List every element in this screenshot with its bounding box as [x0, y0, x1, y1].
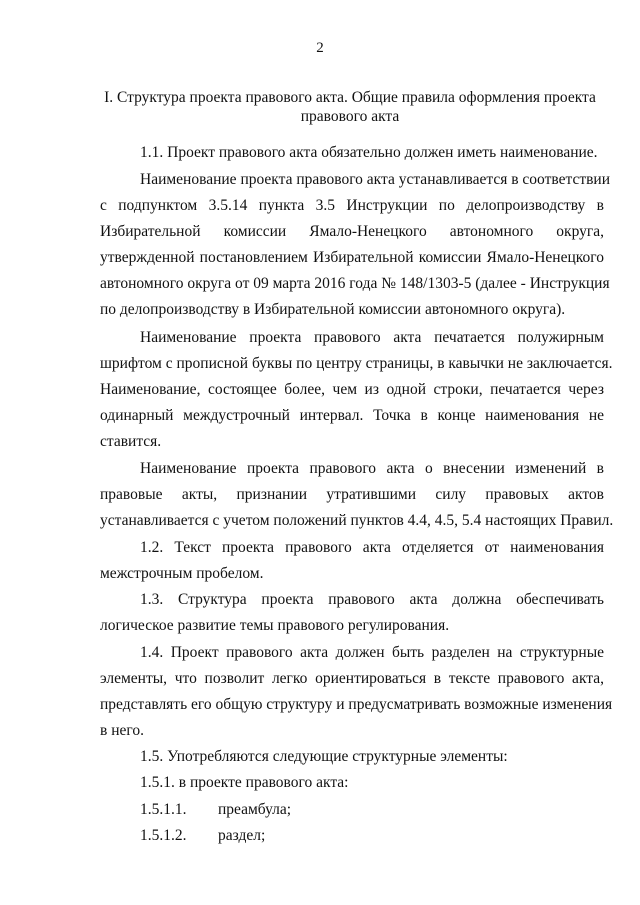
paragraph-line: элементы, что позволит легко ориентироваться в тексте правового акта,	[100, 670, 604, 687]
paragraph-line: Наименование проекта правового акта устанавливается в соответствии	[140, 171, 611, 188]
section-heading-line-2: правового акта	[300, 108, 400, 125]
paragraph-line: 1.3. Структура проекта правового акта должна обеспечивать	[140, 591, 604, 608]
page-number: 2	[316, 40, 324, 56]
paragraph-line: правовые акты, признании утратившими силу правовых актов	[100, 486, 604, 503]
section-heading	[100, 88, 600, 126]
paragraph-line: межстрочным пробелом.	[100, 565, 264, 582]
list-item-number: 1.5.1.1.	[140, 801, 187, 818]
paragraph-line: Наименование проекта правового акта печатается полужирным	[140, 329, 604, 346]
paragraph-line: по делопроизводству в Избирательной комиссии автономного округа).	[100, 301, 566, 318]
paragraph-line: 1.5.1. в проекте правового акта:	[140, 774, 349, 791]
section-heading-line-1: I. Структура проекта правового акта. Общие правила оформления проекта	[104, 89, 596, 106]
paragraph-line: одинарный междустрочный интервал. Точка в конце наименования не	[100, 407, 604, 424]
list-item-number: 1.5.1.2.	[140, 827, 187, 844]
list-item	[140, 800, 291, 820]
paragraph-line: в него.	[100, 722, 144, 739]
paragraph-line: 1.2. Текст проекта правового акта отделяется от наименования	[140, 539, 604, 556]
paragraph-line: с подпунктом 3.5.14 пункта 3.5 Инструкции по делопроизводству в	[100, 197, 604, 214]
paragraph-line: Наименование проекта правового акта о внесении изменений в	[140, 460, 604, 477]
paragraph-line: устанавливается с учетом положений пунктов 4.4, 4.5, 5.4 настоящих Правил.	[100, 512, 614, 529]
list-item-text: раздел;	[218, 827, 266, 844]
paragraph-line: представлять его общую структуру и предусматривать возможные изменения	[100, 696, 613, 713]
paragraph-line: Наименование, состоящее более, чем из одной строки, печатается через	[100, 381, 604, 398]
paragraph-line: ставится.	[100, 433, 162, 450]
paragraph-line: 1.1. Проект правового акта обязательно должен иметь наименование.	[140, 144, 598, 161]
list-item-text: преамбула;	[218, 801, 292, 818]
paragraph-line: логическое развитие темы правового регулирования.	[100, 617, 450, 634]
list-item	[140, 826, 265, 846]
paragraph-line: Избирательной комиссии Ямало-Ненецкого автономного округа,	[100, 223, 604, 240]
paragraph-line: 1.5. Употребляются следующие структурные элементы:	[140, 748, 508, 765]
paragraph-line: автономного округа от 09 марта 2016 года № 148/1303-5 (далее - Инструкция	[100, 275, 610, 292]
paragraph-line: шрифтом с прописной буквы по центру страницы, в кавычки не заключается.	[100, 355, 613, 372]
paragraph-line: утвержденной постановлением Избирательной комиссии Ямало-Ненецкого	[100, 249, 604, 266]
paragraph-line: 1.4. Проект правового акта должен быть разделен на структурные	[140, 644, 604, 661]
